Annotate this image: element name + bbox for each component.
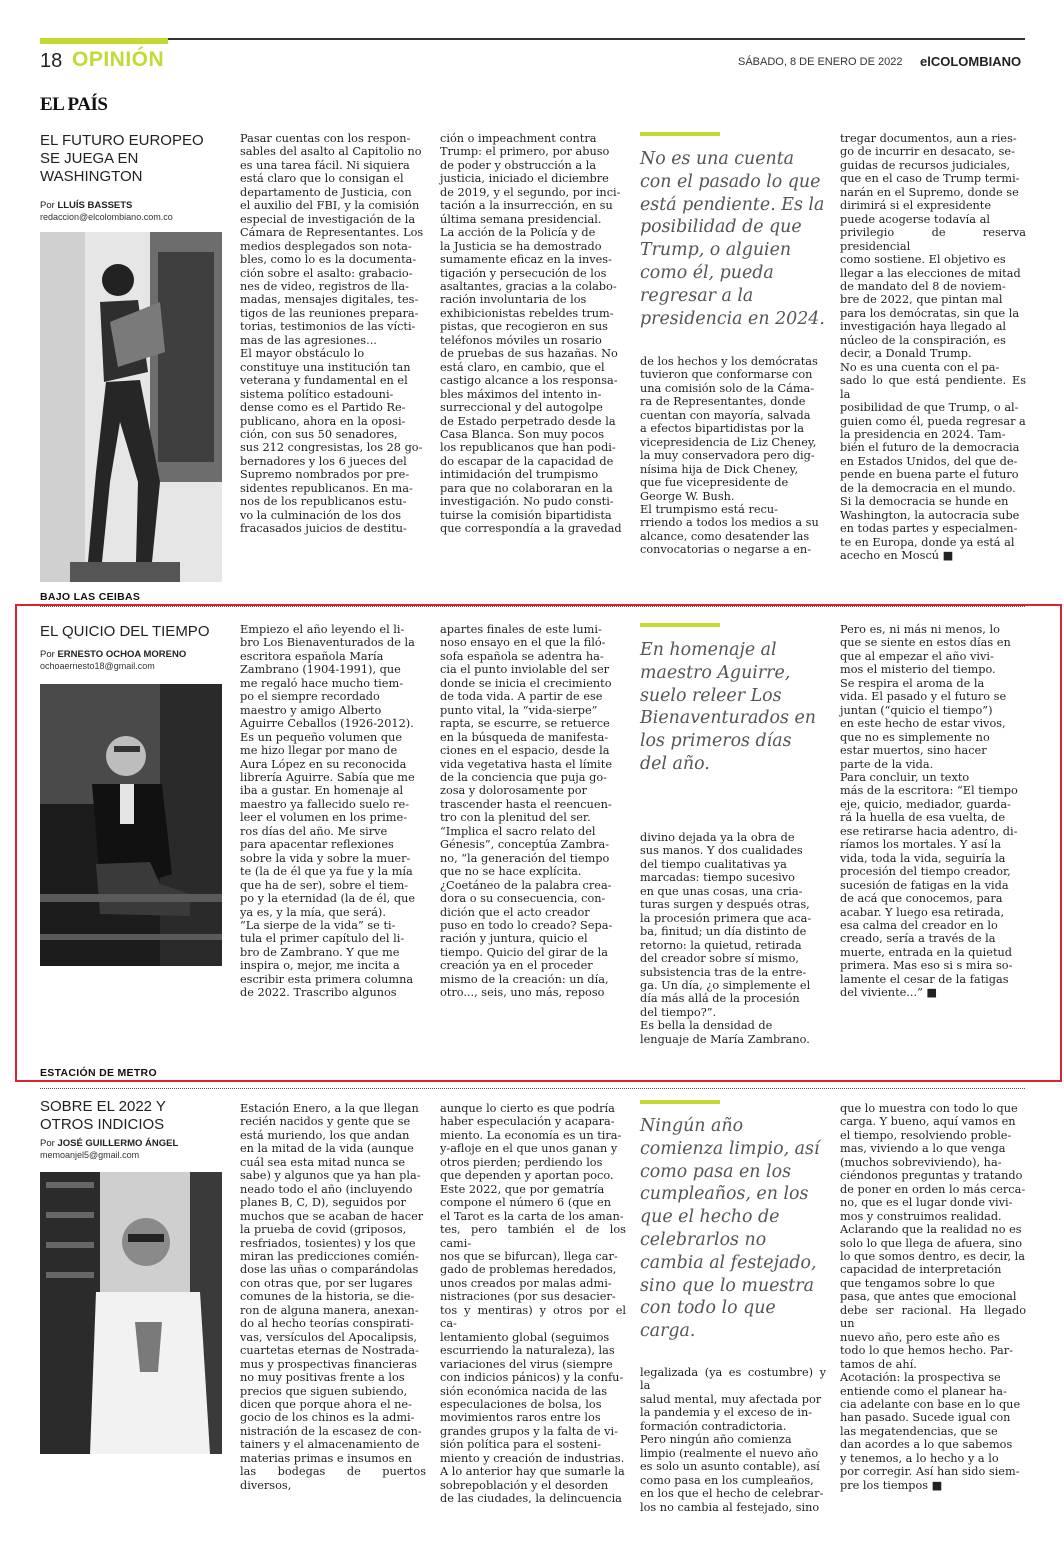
pullquote-bar [640, 132, 720, 136]
article-title: EL FUTURO EUROPEO SE JUEGA EN WASHINGTON [40, 132, 204, 185]
article-column-2: aunque lo cierto es que podría haber especulación y acapara- miento. La economía es un tira- y-afloje en el que unos ganan y otros pierden; perdiendo los que dependen y aportan poco. Este 2022, que por gematría compone el número 6 (que en el Tarot es la carta de los aman- tes, pero también el de los cami- nos que se bifurcan), llega car- gado de problemas heredados, unos creados por malas admi- nistraciones (por sus desacier- tos y mentiras) y otros por el ca- lentamiento global (seguimos escurriendo la naturaleza), las variaciones del virus (siempre con indicios pánicos) y la confu- sión económica nacida de las especulaciones de bolsa, los movimientos raros entre los grandes grupos y la falta de vi- sión política para el sosteni- miento y creación de industrias. A lo anterior hay que sumarle la sobrepoblación y el desorden de las ciudades, la delincuencia [440, 1102, 626, 1506]
section-title: OPINIÓN [72, 48, 165, 71]
author-name: LLUÍS BASSETS [57, 200, 133, 211]
issue-date: SÁBADO, 8 DE ENERO DE 2022 [738, 56, 903, 68]
article-column-1: Empiezo el año leyendo el li- bro Los Bienaventurados de la escritora española María Zambrano (1904-1991), que me regaló hace mucho tiem- po el siempre recordado maestro y amigo Alberto Aguirre Ceballos (1926-2012). Es un pequeño volumen que me hizo llegar por mano de Aura López en su reconocida librería Aguirre. Sabía que me iba a gustar. En homenaje al maestro ya fallecido suelo re- leer el volumen en los prime- ros días del año. Me sirve para apacentar reflexiones sobre la vida y sobre la muer- te (la de él que ya fue y la mía que ha de ser), sobre el tiem- po y la eternidad (la de él, que ya es, y la mía, que será). “La sierpe de la vida” se ti- tula el primer capítulo del li- bro de Zambrano. Y que me inspira o, mejor, me incita a escribir esta primera columna de 2022. Trascribo algunos [240, 623, 416, 1000]
article-column-4: que lo muestra con todo lo que carga. Y bueno, aquí vamos en el tiempo, resolviendo proble- mas, viviendo a lo que venga (muchos sobreviviendo), ha- ciéndonos preguntas y tratando de poner en orden lo más cerca- no, que es el lugar donde vivi- mos y construimos realidad. Aclarando que la realidad no es solo lo que llega de afuera, sino lo que somos dentro, es decir, la capacidad de interpretación que tengamos sobre lo que pasa, que antes que emocional debe ser racional. Ha llegado un nuevo año, pero este año es todo lo que hemos hecho. Par- tamos de ahí. Acotación: la prospectiva se entiende como el planear ha- cia adelante con base en lo que han pasado. Sucede igual con las megatendencias, que se dan acordes a lo que sabemos y tenemos, a lo hecho y a lo por corregir. Así han sido siem- pre los tiempos ■ [840, 1102, 1026, 1492]
column-section-label: BAJO LAS CEIBAS [40, 591, 141, 603]
article-column-1: Estación Enero, a la que llegan recién nacidos y gente que se está muriendo, los que andan en la mitad de la vida (aunque cuál sea esta mitad nunca se sabe) y algunos que ya han pla- neado todo el año (incluyendo planes B, C, D), seguidos por muchos que se acaban de hacer la prueba de covid (griposos, resfriados, tosientes) y los que miran las predicciones comién- dose las uñas o comparándolas con otras que, por ser lugares comunes de la historia, se die- ron de alguna manera, anexan- do al hecho teorías conspirati- vas, versículos del Apocalipsis, cuartetas eternas de Nostrada- mus y prospectivas financieras no muy positivas frente a los precios que siguen subiendo, dicen que porque ahora el ne- gocio de los chinos es la admi- nistración de la escasez de con- tainers y el almacenamiento de materias primas e insumos en las bodegas de puertos diversos, [240, 1102, 426, 1492]
statue-photo-icon [40, 232, 222, 582]
article-column-1: Pasar cuentas con los respon- sables del asalto al Capitolio no es una tarea fácil. Ni siquiera está claro que lo consigan el departamento de Justicia, con el auxilio del FBI, y la comisión especial de investigación de la Cámara de Representantes. Los medios desplegados son nota- bles, como lo es la documenta- ción sobre el asalto: grabacio- nes de video, registros de lla- madas, mensajes digitales, tes- tigos de las reuniones prepara- torias, testimonios de las vícti- mas de las agresiones... El mayor obstáculo lo constituye una institución tan veterana y fundamental en el sistema político estadouni- dense como es el Partido Re- publicano, ahora en la oposi- ción, con sus 50 senadores, sus 212 congresistas, los 28 go- bernadores y los 6 jueces del Supremo nombrados por pre- sidentes republicanos. En ma- nos de los republicanos estu- vo la culminación de los dos fracasados juicios de destitu- [240, 132, 424, 536]
author-email[interactable]: memoanjel5@gmail.com [40, 1150, 140, 1160]
portrait-photo-icon [40, 684, 222, 966]
newspaper-brand: elCOLOMBIANO [920, 54, 1022, 69]
header-accent-bar [40, 38, 168, 44]
pullquote: Ningún año comienza limpio, así como pasa en los cumpleaños, en los que el hecho de celebrarlos no cambia al festejado, sino que lo muestra con todo lo que carga. [640, 1116, 820, 1342]
author-photo [40, 684, 222, 966]
pullquote-bar [640, 1100, 720, 1104]
column-section-label: ESTACIÓN DE METRO [40, 1067, 157, 1079]
article-column-4: Pero es, ni más ni menos, lo que se siente en estos días en que al empezar el año vivi- mos el misterio del tiempo. Se respira el aroma de la vida. El pasado y el futuro se juntan (“quicio el tiempo”) en este hecho de estar vivos, que no es simplemente no estar muertos, sino hacer parte de la vida. Para concluir, un texto más de la escritora: “El tiempo eje, quicio, mediador, guarda- rá la huella de esa vuelta, de ese retirarse hacia adentro, di- ríamos los mortales. Y así la vida, toda la vida, seguiría la procesión del tiempo creador, sucesión de fatigas en la vida de acá que conocemos, para acabar. Y luego esa retirada, esa calma del creador en lo creado, sería a través de la muerte, entrada en la quietud primera. Mas eso si s mira so- lamente el cesar de la fatigas del viviente...” ■ [840, 623, 1018, 1000]
article-column-3: legalizada (ya es costumbre) y la salud mental, muy afectada por la pandemia y el exceso de in- formación contradictoria. Pero ningún año comienza limpio (realmente el nuevo año es solo un asunto contable), así como pasa en los cumpleaños, en los que el hecho de celebrar- los no cambia al festejado, sino [640, 1366, 826, 1514]
author-name: ERNESTO OCHOA MORENO [57, 649, 187, 660]
byline: Por LLUÍS BASSETS [40, 200, 133, 211]
article-column-2: ción o impeachment contra Trump: el primero, por abuso de poder y obstrucción a la justicia, iniciado el diciembre de 2019, y el segundo, por inci- tación a la insurrección, en su última semana presidencial. La acción de la Policía y de la Justicia se ha demostrado sumamente eficaz en la inves- tigación y persecución de los asaltantes, gracias a la colabo- ración involuntaria de los exhibicionistas rebeldes trum- pistas, que recogieron en sus teléfonos móviles un rosario de pruebas de sus hazañas. No está claro, en cambio, que el castigo alcance a los responsa- bles máximos del intento in- surreccional y del autogolpe de Estado perpetrado desde la Casa Blanca. Son muy pocos los republicanos que han podi- do escapar de la capacidad de intimidación del trumpismo para que no colaboraran en la investigación. No pudo consti- tuirse la comisión bipartidista que correspondía a la gravedad [440, 132, 622, 536]
article-column-3: de los hechos y los demócratas tuvieron que conformarse con una comisión solo de la Cáma- ra de Representantes, donde cuentan con mayoría, salvada a efectos bipartidistas por la vicepresidencia de Liz Cheney, la muy conservadora pero dig- nísima hija de Dick Cheney, que fue vicepresidente de George W. Bush. El trumpismo está recu- rriendo a todos los medios a su alcance, como desatender las convocatorias o negarse a en- [640, 355, 819, 557]
pullquote: En homenaje al maestro Aguirre, suelo releer Los Bienaventurados en los primeros días del año. [640, 640, 816, 774]
pullquote-bar [640, 623, 720, 627]
author-name: JOSÉ GUILLERMO ÁNGEL [57, 1138, 179, 1149]
article-title: SOBRE EL 2022 Y OTROS INDICIOS [40, 1098, 166, 1133]
header-rule [40, 38, 1025, 40]
article-column-2: apartes finales de este lumi- noso ensayo en el que la filó- sofa española se adentra ha- cia el punto inviolable del ser donde se inicia el crecimiento de toda vida. A partir de ese punto vital, la “vida-sierpe” rapta, se escurre, se retuerce en la búsqueda de manifesta- ciones en el espacio, desde la vida vegetativa hasta el límite de la conciencia que puja go- zosa y dolorosamente por trascender hasta el reencuen- tro con la plenitud del ser. “Implica el sacro relato del Génesis”, conceptúa Zambra- no, “la generación del tiempo que no se hace explícita. ¿Coetáneo de la palabra crea- dora o su consecuencia, con- dición que el acto creador puso en todo lo creado? Sepa- ración y juntura, quicio el tiempo. Quicio del girar de la creación ya en el proceder mismo de la creación: un día, otro..., seis, uno más, reposo [440, 623, 613, 1000]
source-logo: EL PAÍS [40, 94, 108, 115]
author-email[interactable]: ochoaernesto18@gmail.com [40, 661, 155, 671]
pullquote: No es una cuenta con el pasado lo que está pendiente. Es la posibilidad de que Trump, o alguien como él, pueda regresar a la presidencia en 2024. [640, 149, 825, 329]
article-title: EL QUICIO DEL TIEMPO [40, 623, 210, 640]
byline: Por ERNESTO OCHOA MORENO [40, 649, 187, 660]
page-number: 18 [40, 50, 63, 72]
author-email[interactable]: redaccion@elcolombiano.com.co [40, 212, 173, 222]
byline: Por JOSÉ GUILLERMO ÁNGEL [40, 1138, 179, 1149]
article-column-4: tregar documentos, aun a ries- go de incurrir en desacato, se- guidas de recursos judiciales, que en el caso de Trump termi- narán en el Supremo, donde se dirimirá si el expresidente puede acogerse todavía al privilegio de reserva presidencial como sostiene. El objetivo es llegar a las elecciones de mitad de mandato del 8 de noviem- bre de 2022, que pintan mal para los demócratas, sin que la investigación haya llegado al núcleo de la conspiración, es decir, a Donald Trump. No es una cuenta con el pa- sado lo que está pendiente. Es la posibilidad de que Trump, o al- guien como él, pueda regresar a la presidencia en 2024. Tam- bién el futuro de la democracia en Estados Unidos, del que de- pende en buena parte el futuro de la democracia en el mundo. Si la democracia se hunde en Washington, la autocracia sube en todas partes y especialmen- te en Europa, donde ya está al acecho en Moscú ■ [840, 132, 1026, 563]
author-photo [40, 232, 222, 582]
section-divider [40, 1088, 1025, 1089]
author-photo [40, 1172, 222, 1454]
article-column-3: divino dejada ya la obra de sus manos. Y dos cualidades del tiempo cualitativas ya marcadas: tiempo sucesivo en que unas cosas, una cria- turas surgen y después otras, la procesión primera que aca- ba, finitud; un día distinto de retorno: la quietud, retirada del creador sobre sí mismo, subsistencia tras de la entre- ga. Un día, ¿o simplemente el día más allá de la procesión del tiempo?”. Es bella la densidad de lenguaje de María Zambrano. [640, 831, 812, 1046]
portrait-photo-icon [40, 1172, 222, 1454]
